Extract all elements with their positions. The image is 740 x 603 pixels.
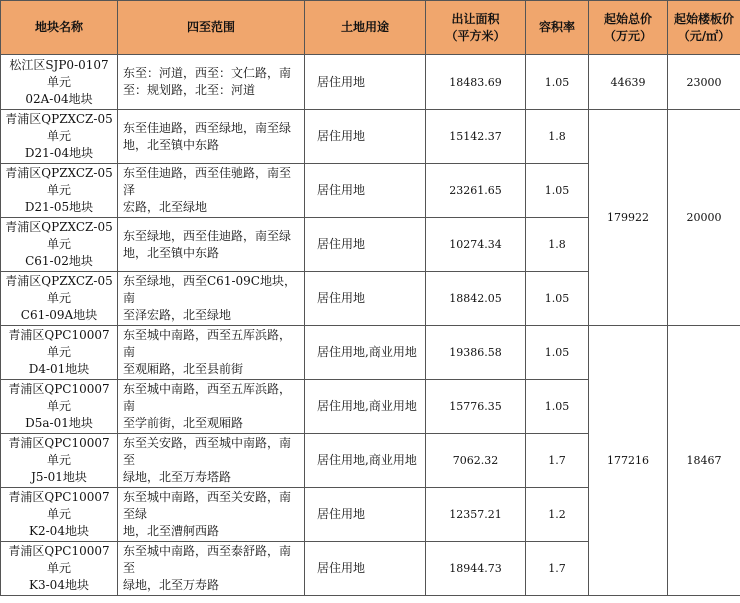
name-line1: 青浦区QPC10007单元	[8, 328, 110, 359]
name-line2: J5-01地块	[31, 470, 87, 484]
name-line1: 青浦区QPZXCZ-05单元	[5, 274, 113, 305]
cell-floor-price: 23000	[668, 55, 740, 110]
cell-area: 12357.21	[426, 488, 526, 542]
header-floor-line1: 起始楼板价	[673, 11, 734, 26]
header-name: 地块名称	[1, 1, 118, 55]
cell-far: 1.8	[526, 110, 589, 164]
cell-far: 1.05	[526, 326, 589, 380]
bounds-line2: 至泽宏路，北至绿地	[123, 308, 232, 322]
cell-bounds	[118, 488, 305, 542]
cell-use: 居住用地	[305, 164, 426, 218]
header-floor-price	[668, 1, 740, 55]
cell-area: 18842.05	[426, 272, 526, 326]
header-row	[1, 1, 740, 55]
cell-area: 23261.65	[426, 164, 526, 218]
header-area-line1: 出让面积	[451, 11, 500, 26]
cell-far: 1.7	[526, 542, 589, 596]
cell-use: 居住用地	[305, 272, 426, 326]
cell-total-price-group: 179922	[589, 110, 668, 326]
name-line2: 02A-04地块	[25, 91, 93, 106]
name-line2: D21-05地块	[24, 200, 94, 214]
name-line1: 青浦区QPZXCZ-05单元	[5, 166, 113, 197]
bounds-line2: 地，北至漕舸西路	[123, 524, 220, 538]
cell-bounds	[118, 434, 305, 488]
table-row	[1, 110, 740, 164]
bounds-line2: 至观厢路，北至县前街	[123, 362, 244, 376]
name-line1: 青浦区QPC10007单元	[8, 436, 110, 467]
header-bounds: 四至范围	[118, 1, 305, 55]
header-total-line2: （万元）	[603, 28, 652, 43]
cell-name	[1, 326, 118, 380]
cell-floor-price-group: 18467	[668, 326, 740, 596]
cell-bounds	[118, 380, 305, 434]
bounds-line2: 地，北至镇中东路	[123, 245, 220, 260]
name-line1: 青浦区QPC10007单元	[8, 544, 110, 575]
cell-name	[1, 218, 118, 272]
cell-floor-price-group: 20000	[668, 110, 740, 326]
header-total-price	[589, 1, 668, 55]
header-area	[426, 1, 526, 55]
bounds-line1: 东至城中南路，西至关安路，南至绿	[123, 490, 292, 521]
name-line1: 青浦区QPZXCZ-05单元	[5, 112, 113, 143]
cell-use: 居住用地	[305, 542, 426, 596]
name-line2: C61-02地块	[25, 254, 93, 268]
cell-far: 1.05	[526, 55, 589, 110]
cell-total-price: 44639	[589, 55, 668, 110]
cell-far: 1.05	[526, 380, 589, 434]
cell-bounds	[118, 55, 305, 110]
bounds-line1: 东至佳迪路，西至绿地，南至绿	[123, 120, 292, 135]
name-line1: 青浦区QPZXCZ-05单元	[5, 220, 113, 251]
cell-area: 15142.37	[426, 110, 526, 164]
name-line2: D21-04地块	[24, 146, 94, 160]
cell-bounds	[118, 542, 305, 596]
cell-name	[1, 380, 118, 434]
cell-bounds	[118, 218, 305, 272]
cell-name	[1, 164, 118, 218]
cell-bounds	[118, 164, 305, 218]
cell-area: 10274.34	[426, 218, 526, 272]
name-line2: K2-04地块	[29, 524, 89, 538]
bounds-line1: 东至城中南路，西至泰舒路，南至	[123, 544, 292, 575]
cell-area: 18483.69	[426, 55, 526, 110]
cell-far: 1.05	[526, 164, 589, 218]
bounds-line2: 宏路，北至绿地	[123, 200, 208, 214]
bounds-line2: 地，北至镇中东路	[123, 137, 220, 152]
cell-name	[1, 488, 118, 542]
bounds-line2: 绿地，北至万寿塔路	[123, 470, 232, 484]
name-line1: 松江区SJP0-0107单元	[9, 57, 109, 89]
header-floor-line2: （元/㎡）	[677, 28, 731, 43]
header-area-line2: （平方米）	[445, 28, 506, 43]
cell-name	[1, 110, 118, 164]
cell-bounds	[118, 110, 305, 164]
cell-bounds	[118, 326, 305, 380]
cell-area: 19386.58	[426, 326, 526, 380]
cell-use: 居住用地	[305, 110, 426, 164]
cell-area: 7062.32	[426, 434, 526, 488]
cell-far: 1.7	[526, 434, 589, 488]
name-line2: K3-04地块	[29, 578, 89, 592]
bounds-line2: 至学前街，北至观厢路	[123, 416, 244, 430]
name-line1: 青浦区QPC10007单元	[8, 490, 110, 521]
cell-far: 1.05	[526, 272, 589, 326]
cell-use: 居住用地,商业用地	[305, 380, 426, 434]
cell-use: 居住用地	[305, 218, 426, 272]
bounds-line1: 东至关安路，西至城中南路，南至	[123, 436, 292, 467]
bounds-line1: 东至佳迪路，西至佳驰路，南至泽	[123, 166, 292, 197]
table-row	[1, 326, 740, 380]
table-row	[1, 55, 740, 110]
cell-use: 居住用地,商业用地	[305, 326, 426, 380]
cell-bounds	[118, 272, 305, 326]
bounds-line2: 绿地，北至万寿路	[123, 578, 220, 592]
header-use: 土地用途	[305, 1, 426, 55]
header-far: 容积率	[526, 1, 589, 55]
name-line2: D4-01地块	[28, 362, 90, 376]
cell-area: 15776.35	[426, 380, 526, 434]
name-line2: C61-09A地块	[20, 308, 98, 322]
cell-total-price-group: 177216	[589, 326, 668, 596]
name-line2: D5a-01地块	[25, 416, 93, 430]
cell-far: 1.8	[526, 218, 589, 272]
bounds-line1: 东至绿地，西至佳迪路，南至绿	[123, 228, 292, 243]
cell-far: 1.2	[526, 488, 589, 542]
cell-area: 18944.73	[426, 542, 526, 596]
cell-name	[1, 434, 118, 488]
name-line1: 青浦区QPC10007单元	[8, 382, 110, 413]
bounds-line1: 东至绿地，西至C61-09C地块，南	[123, 274, 296, 305]
cell-name	[1, 542, 118, 596]
bounds-line1: 东至城中南路，西至五厍浜路，南	[123, 382, 292, 413]
cell-name	[1, 272, 118, 326]
bounds-line2: 至：规划路，北至：河道	[123, 83, 256, 97]
bounds-line1: 东至城中南路，西至五厍浜路，南	[123, 328, 292, 359]
cell-use: 居住用地,商业用地	[305, 434, 426, 488]
bounds-line1: 东至：河道，西至：文仁路，南	[123, 66, 292, 80]
cell-use: 居住用地	[305, 488, 426, 542]
header-total-line1: 起始总价	[603, 11, 652, 26]
cell-use: 居住用地	[305, 55, 426, 110]
cell-name	[1, 55, 118, 110]
